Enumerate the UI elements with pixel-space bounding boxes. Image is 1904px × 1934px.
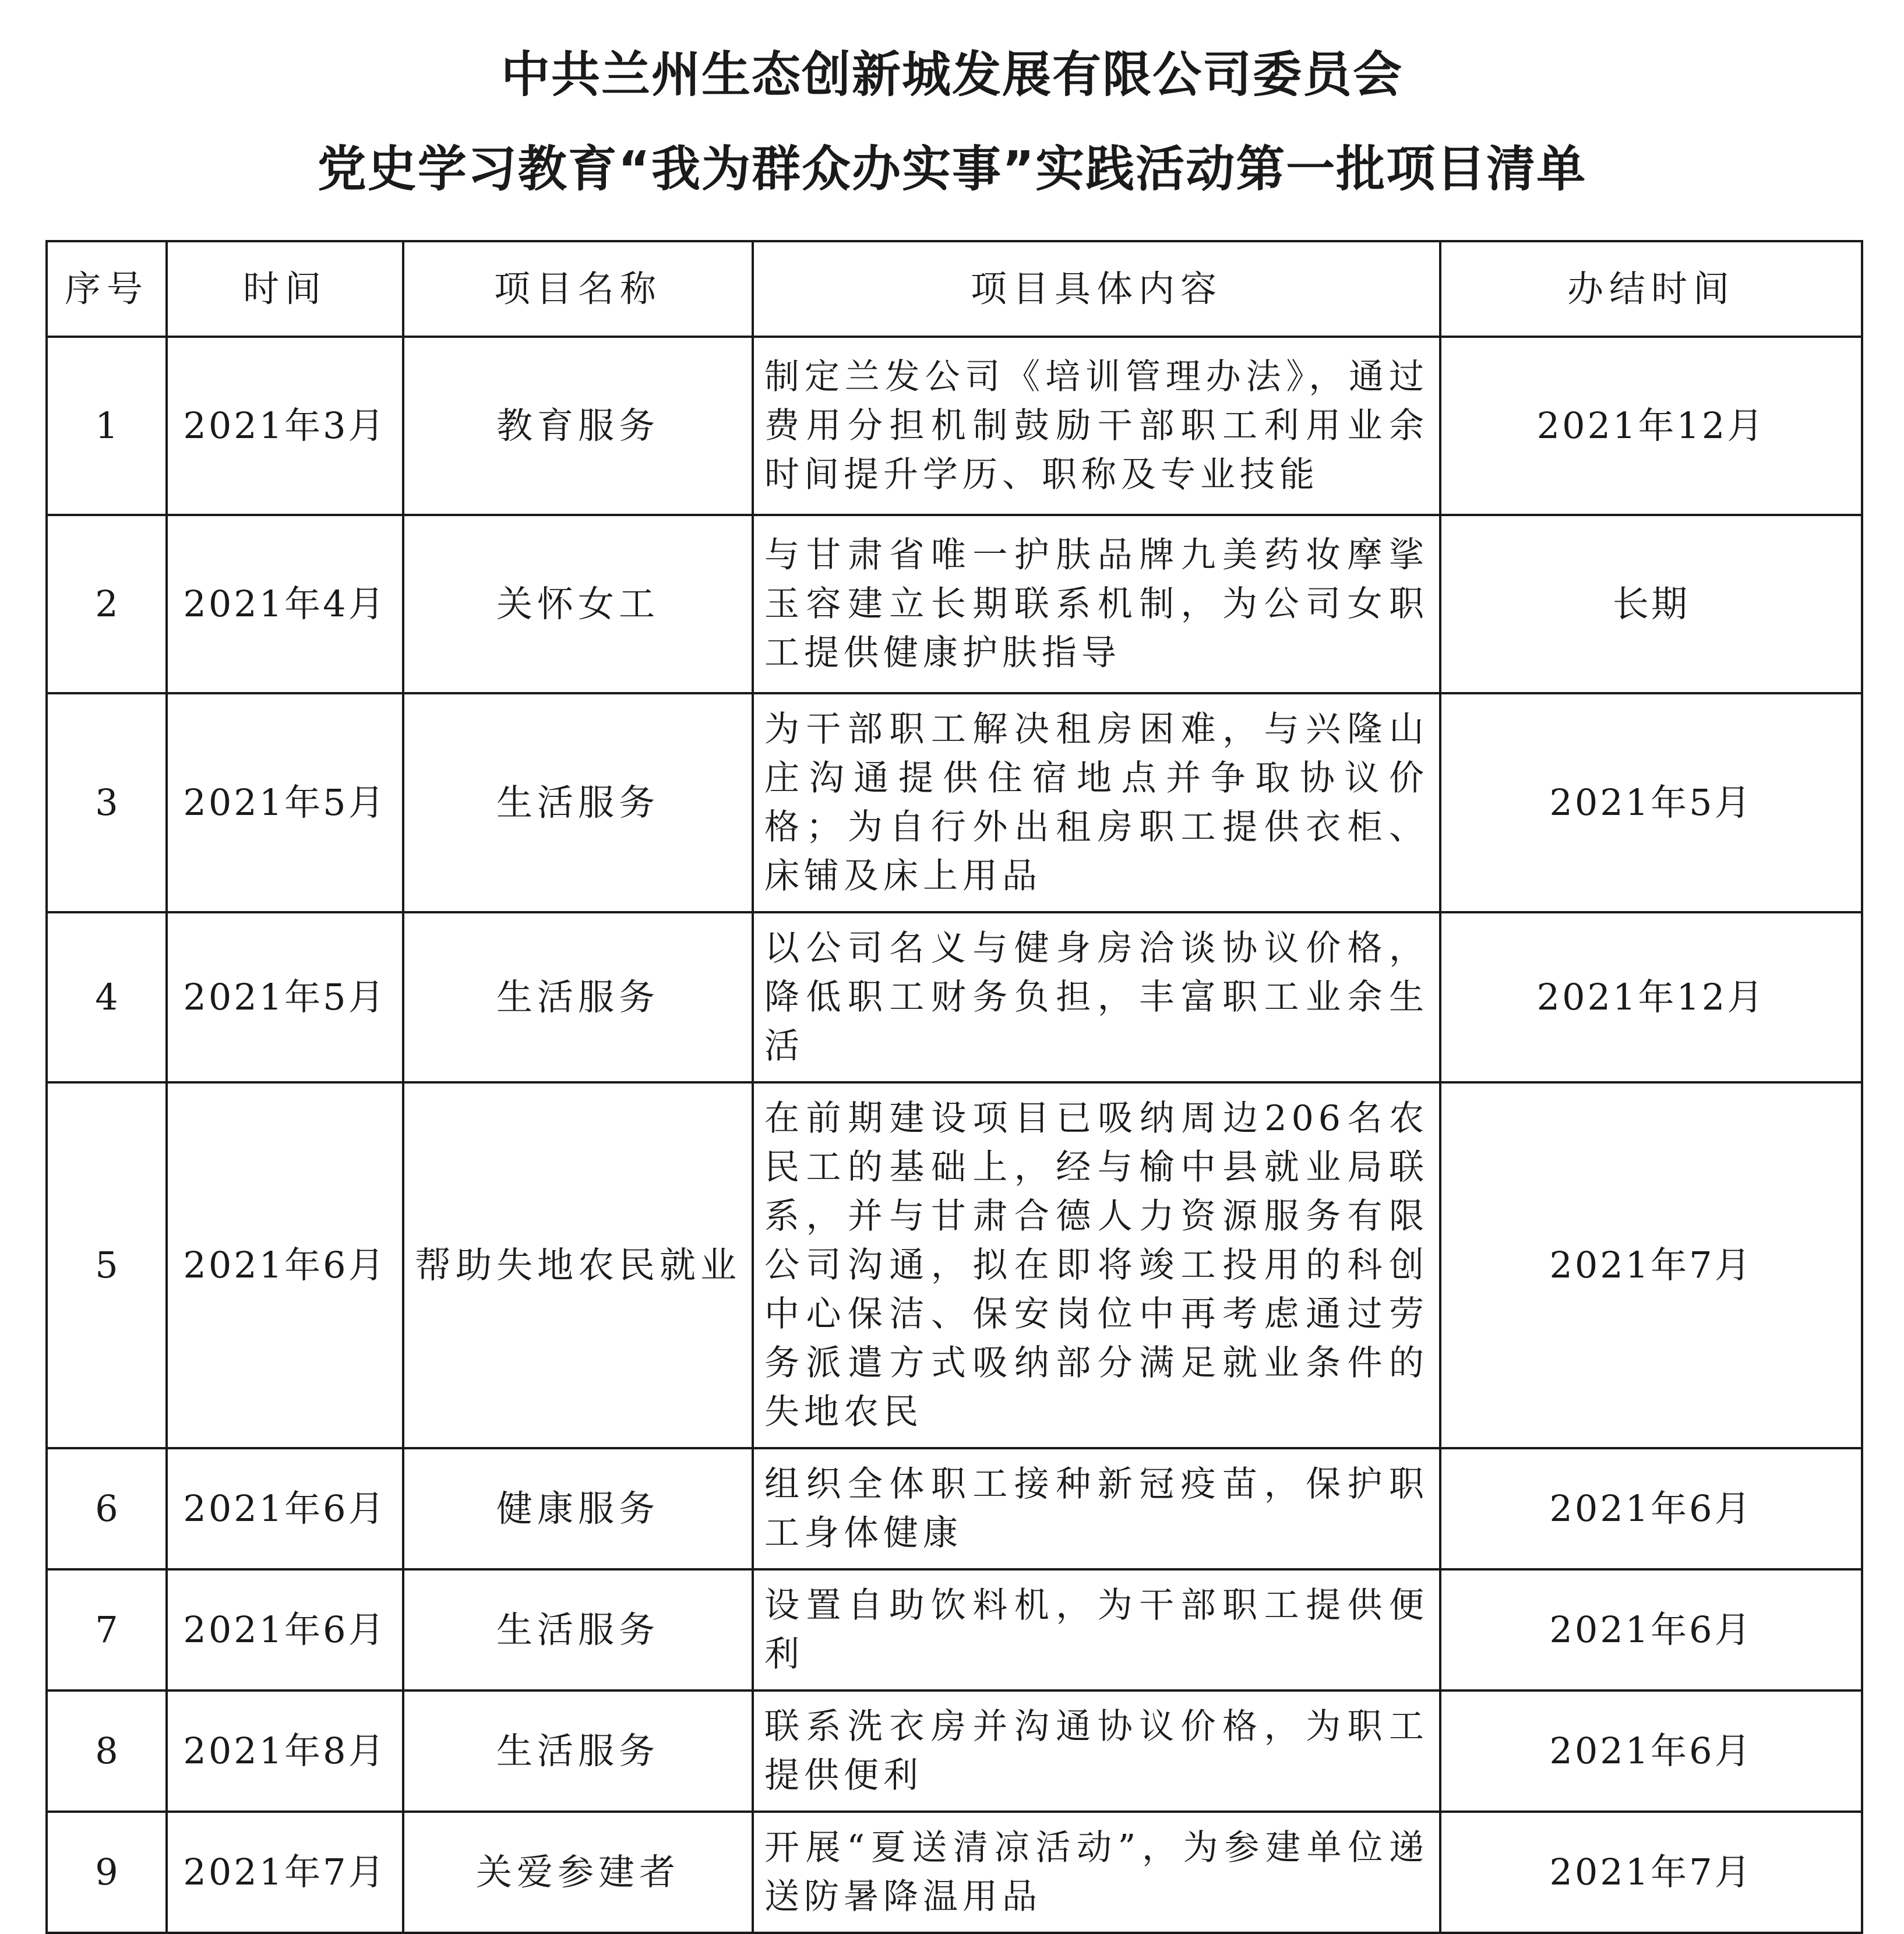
table-row [47,1448,1862,1569]
table-row [47,693,1862,912]
cell-project-content: 以公司名义与健身房洽谈协议价格，降低职工财务负担，丰富职工业余生活 [753,912,1440,1082]
cell-time: 2021年7月 [167,1812,403,1933]
cell-project-name: 生活服务 [403,693,753,912]
table-row [47,1812,1862,1933]
table-row [47,1082,1862,1448]
cell-time: 2021年3月 [167,337,403,515]
cell-project-content: 为干部职工解决租房困难，与兴隆山庄沟通提供住宿地点并争取协议价格；为自行外出租房职工提供衣柜、床铺及床上用品 [753,693,1440,912]
cell-completion-time: 2021年12月 [1440,912,1862,1082]
cell-project-name: 健康服务 [403,1448,753,1569]
header-seq: 序号 [47,241,167,337]
cell-project-content: 组织全体职工接种新冠疫苗，保护职工身体健康 [753,1448,1440,1569]
cell-seq: 5 [47,1082,167,1448]
cell-project-name: 关爱参建者 [403,1812,753,1933]
table-row [47,912,1862,1082]
cell-seq: 9 [47,1812,167,1933]
header-project-name: 项目名称 [403,241,753,337]
cell-seq: 2 [47,515,167,693]
table-row [47,1691,1862,1812]
project-table [45,240,1863,1934]
cell-project-name: 帮助失地农民就业 [403,1082,753,1448]
cell-project-name: 生活服务 [403,1569,753,1691]
cell-completion-time: 2021年7月 [1440,1082,1862,1448]
cell-completion-time: 2021年6月 [1440,1569,1862,1691]
cell-seq: 4 [47,912,167,1082]
cell-seq: 8 [47,1691,167,1812]
header-project-content: 项目具体内容 [753,241,1440,337]
cell-time: 2021年4月 [167,515,403,693]
cell-completion-time: 2021年5月 [1440,693,1862,912]
cell-seq: 3 [47,693,167,912]
cell-time: 2021年8月 [167,1691,403,1812]
table-row [47,1569,1862,1691]
cell-completion-time: 2021年7月 [1440,1812,1862,1933]
cell-completion-time: 2021年6月 [1440,1691,1862,1812]
header-time: 时间 [167,241,403,337]
cell-time: 2021年6月 [167,1569,403,1691]
cell-project-content: 在前期建设项目已吸纳周边206名农民工的基础上，经与榆中县就业局联系，并与甘肃合德人力资源服务有限公司沟通，拟在即将竣工投用的科创中心保洁、保安岗位中再考虑通过劳务派遣方式吸纳部分满足就业条件的失地农民 [753,1082,1440,1448]
table-row [47,515,1862,693]
title-line-1: 中共兰州生态创新城发展有限公司委员会 [500,46,1403,103]
header-completion-time: 办结时间 [1440,241,1862,337]
cell-completion-time: 2021年6月 [1440,1448,1862,1569]
cell-seq: 6 [47,1448,167,1569]
cell-project-content: 与甘肃省唯一护肤品牌九美药妆摩挲玉容建立长期联系机制，为公司女职工提供健康护肤指导 [753,515,1440,693]
cell-project-content: 设置自助饮料机，为干部职工提供便利 [753,1569,1440,1691]
cell-project-name: 生活服务 [403,912,753,1082]
table-row [47,337,1862,515]
cell-time: 2021年6月 [167,1082,403,1448]
cell-seq: 1 [47,337,167,515]
cell-project-content: 联系洗衣房并沟通协议价格，为职工提供便利 [753,1691,1440,1812]
cell-time: 2021年6月 [167,1448,403,1569]
cell-completion-time: 长期 [1440,515,1862,693]
cell-time: 2021年5月 [167,912,403,1082]
cell-project-name: 生活服务 [403,1691,753,1812]
cell-project-content: 开展“夏送清凉活动”，为参建单位递送防暑降温用品 [753,1812,1440,1933]
cell-project-content: 制定兰发公司《培训管理办法》，通过费用分担机制鼓励干部职工利用业余时间提升学历、职称及专业技能 [753,337,1440,515]
cell-project-name: 关怀女工 [403,515,753,693]
cell-completion-time: 2021年12月 [1440,337,1862,515]
document-title [0,45,1904,198]
table-header-row [47,241,1862,337]
cell-project-name: 教育服务 [403,337,753,515]
title-line-2: 党史学习教育“我为群众办实事”实践活动第一批项目清单 [317,140,1587,197]
cell-seq: 7 [47,1569,167,1691]
cell-time: 2021年5月 [167,693,403,912]
